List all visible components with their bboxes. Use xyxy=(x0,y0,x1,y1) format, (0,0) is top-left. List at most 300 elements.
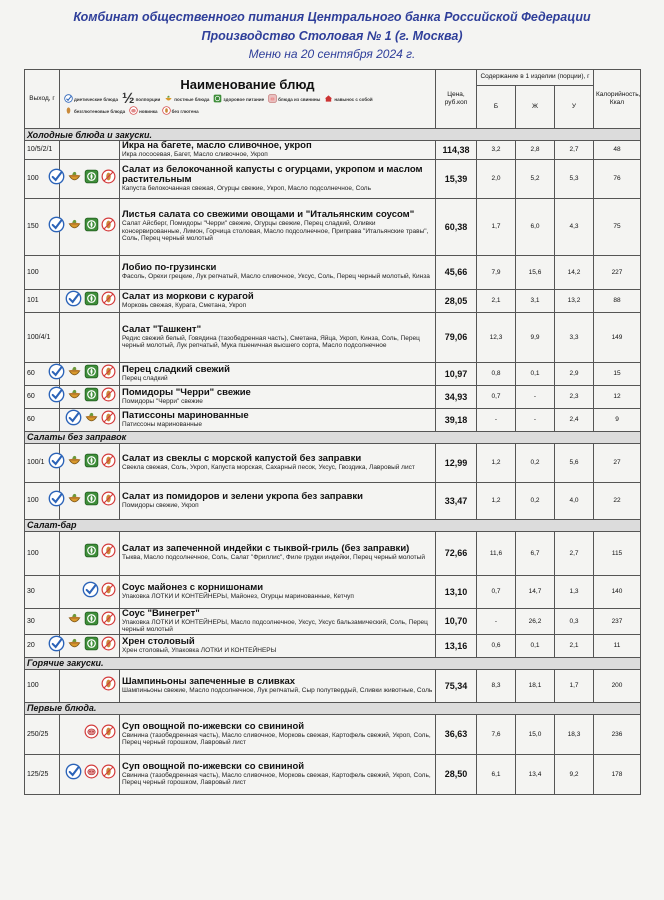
dish-icon-group xyxy=(60,452,119,474)
dish-yield: 20 xyxy=(25,634,60,657)
dish-row xyxy=(25,634,641,657)
dish-icons xyxy=(60,141,120,160)
eco-icon xyxy=(84,453,99,473)
dish-name: Салат из свеклы с морской капустой без заправки xyxy=(122,452,362,464)
dish-carbs: 5,6 xyxy=(555,443,594,482)
dish-name: Суп овощной по-ижевски со свининой xyxy=(122,760,305,772)
dish-protein: 1,2 xyxy=(477,443,516,482)
dish-price: 75,34 xyxy=(436,669,477,702)
pig-icon xyxy=(268,94,277,104)
eco-icon xyxy=(84,169,99,189)
dish-name: Хрен столовый xyxy=(122,635,195,647)
dish-icon-group xyxy=(60,490,119,512)
dish-price: 60,38 xyxy=(436,198,477,255)
dish-ingredients: Перец сладкий xyxy=(122,374,168,382)
dish-row xyxy=(25,312,641,362)
dish-icons xyxy=(60,608,120,634)
dish-row xyxy=(25,408,641,431)
icon-legend xyxy=(64,90,431,116)
dish-ingredients: Свинина (тазобедренная часть), Масло сливочное, Морковь свежая, Картофель свежий, Укроп, Соль, Перец черный горошком, Лавровый лист xyxy=(122,771,431,786)
dish-fat: 14,7 xyxy=(516,575,555,608)
dish-carbs: 1,7 xyxy=(555,669,594,702)
section-row xyxy=(25,657,641,669)
dish-ingredients: Фасоль, Орехи грецкие, Лук репчатый, Масло сливочное, Уксус, Соль, Перец черный молотый, Кинза xyxy=(122,273,430,281)
dish-ingredients: Тыква, Масло подсолнечное, Соль, Салат "Фриллис", Филе грудки индейки, Перец черный молотый xyxy=(122,554,425,562)
dish-kcal: 178 xyxy=(594,754,641,794)
dish-name: Соус майонез с корнишонами xyxy=(122,581,264,593)
dish-carbs: 2,4 xyxy=(555,408,594,431)
dish-yield: 10/5/2/1 xyxy=(25,141,60,160)
bowl-icon xyxy=(67,453,82,473)
dish-protein: - xyxy=(477,608,516,634)
dish-cell xyxy=(120,575,436,608)
legend-item xyxy=(213,94,264,104)
dish-name: Лобио по-грузински xyxy=(122,262,217,274)
dish-carbs: 13,2 xyxy=(555,289,594,312)
dish-carbs: 18,3 xyxy=(555,714,594,754)
dish-carbs: 0,3 xyxy=(555,608,594,634)
dish-price: 12,99 xyxy=(436,443,477,482)
dish-kcal: 115 xyxy=(594,531,641,575)
dish-name: Суп овощной по-ижевски со свининой xyxy=(122,720,305,732)
dish-icon-group xyxy=(60,290,119,312)
col-b-header: Б xyxy=(477,85,516,128)
eco-icon xyxy=(213,94,222,104)
dish-price: 13,10 xyxy=(436,575,477,608)
dish-carbs: 2,7 xyxy=(555,141,594,160)
dish-fat: 5,2 xyxy=(516,159,555,198)
col-price-header: Цена, руб.коп xyxy=(436,70,477,129)
dish-icon-group xyxy=(60,363,119,385)
org-title: Комбинат общественного питания Центрального банка Российской Федерации xyxy=(73,10,591,24)
bowl-icon xyxy=(164,94,173,104)
dish-kcal: 27 xyxy=(594,443,641,482)
check-icon xyxy=(48,635,65,657)
dish-fat: - xyxy=(516,385,555,408)
canteen-title: Производство Столовая № 1 (г. Москва) xyxy=(201,29,463,43)
col-yield-header: Выход, г xyxy=(25,70,60,129)
eco-icon xyxy=(84,217,99,237)
bread-icon xyxy=(101,410,116,430)
dish-cell xyxy=(120,255,436,289)
dish-carbs: 3,3 xyxy=(555,312,594,362)
dish-row xyxy=(25,669,641,702)
bread-icon xyxy=(101,582,116,602)
dish-protein: 0,8 xyxy=(477,362,516,385)
dish-protein: 3,2 xyxy=(477,141,516,160)
section-row xyxy=(25,129,641,141)
menu-date: Меню на 20 сентября 2024 г. xyxy=(248,47,416,61)
legend-label: без глютена xyxy=(171,108,199,114)
dish-kcal: 22 xyxy=(594,482,641,519)
eco-icon xyxy=(84,364,99,384)
dish-protein: 1,2 xyxy=(477,482,516,519)
dish-yield: 100 xyxy=(25,531,60,575)
dish-carbs: 2,9 xyxy=(555,362,594,385)
dish-fat: 3,1 xyxy=(516,289,555,312)
check-icon xyxy=(48,452,65,474)
dish-fat: 18,1 xyxy=(516,669,555,702)
legend-label: здоровое питание xyxy=(223,96,265,102)
bowl-icon xyxy=(67,387,82,407)
dish-ingredients: Шампиньоны свежие, Масло подсолнечное, Лук репчатый, Сыр полутвердый, Сливки животные, Соль xyxy=(122,686,433,694)
dish-icons xyxy=(60,312,120,362)
check-icon xyxy=(65,290,82,312)
dish-ingredients: Морковь свежая, Курага, Сметана, Укроп xyxy=(122,301,247,309)
dish-icon-group xyxy=(60,386,119,408)
dish-yield: 100 xyxy=(25,255,60,289)
dish-carbs: 2,7 xyxy=(555,531,594,575)
dish-cell xyxy=(120,289,436,312)
dish-name: Салат из запеченной индейки с тыквой-гриль (без заправки) xyxy=(122,543,410,555)
dish-name: Салат из белокочанной капусты с огурцами, укропом и маслом растительным xyxy=(122,163,423,185)
dish-icons xyxy=(60,198,120,255)
dish-name: Перец сладкий свежий xyxy=(122,363,230,375)
dish-icon-group xyxy=(60,581,119,603)
dish-price: 10,97 xyxy=(436,362,477,385)
dish-carbs: 9,2 xyxy=(555,754,594,794)
bread-icon xyxy=(101,217,116,237)
dish-ingredients: Свинина (тазобедренная часть), Масло сливочное, Морковь свежая, Картофель свежий, Укроп, Соль, Перец черный горошком, Лавровый лист xyxy=(122,731,431,746)
bread-icon xyxy=(101,543,116,563)
eco-icon xyxy=(84,543,99,563)
bread-icon xyxy=(101,491,116,511)
dish-kcal: 15 xyxy=(594,362,641,385)
dish-kcal: 227 xyxy=(594,255,641,289)
house-icon xyxy=(324,94,333,104)
legend-label: постные блюда xyxy=(174,96,210,102)
dish-price: 114,38 xyxy=(436,141,477,160)
section-title: Салат-бар xyxy=(25,519,641,531)
dish-row xyxy=(25,608,641,634)
dish-protein: 0,6 xyxy=(477,634,516,657)
dish-price: 72,66 xyxy=(436,531,477,575)
dish-carbs: 4,3 xyxy=(555,198,594,255)
section-title: Холодные блюда и закуски. xyxy=(25,129,641,141)
dish-carbs: 4,0 xyxy=(555,482,594,519)
col-zh-header: Ж xyxy=(516,85,555,128)
dish-name: Патиссоны маринованные xyxy=(122,409,249,421)
legend-item xyxy=(268,94,320,104)
dish-carbs: 2,3 xyxy=(555,385,594,408)
dish-icons xyxy=(60,289,120,312)
dish-row xyxy=(25,198,641,255)
dish-yield: 100 xyxy=(25,159,60,198)
bread-icon xyxy=(101,364,116,384)
dish-kcal: 11 xyxy=(594,634,641,657)
dish-fat: 2,8 xyxy=(516,141,555,160)
dish-fat: 0,2 xyxy=(516,482,555,519)
dish-cell xyxy=(120,385,436,408)
legend-label: безглютеновые блюда xyxy=(74,108,126,114)
dish-yield: 125/25 xyxy=(25,754,60,794)
dish-icon-group xyxy=(60,676,119,696)
dish-icon-group xyxy=(60,216,119,238)
dish-kcal: 9 xyxy=(594,408,641,431)
dish-ingredients: Салат Айсберг, Помидоры "Черри" свежие, Огурцы свежие, Перец сладкий, Оливки консервированные, Лимон, Горчица столовая, Масло подсолнечное, Приправа "Итальянские травы", Соль, Перец черный молотый xyxy=(122,220,429,243)
dish-name: Помидоры "Черри" свежие xyxy=(122,386,251,398)
dish-price: 36,63 xyxy=(436,714,477,754)
dish-ingredients: Свекла свежая, Соль, Укроп, Капуста морская, Сахарный песок, Уксус, Гвоздика, Лавровый лист xyxy=(122,463,415,471)
dish-row xyxy=(25,385,641,408)
dish-protein: 11,6 xyxy=(477,531,516,575)
legend-label: диетические блюда xyxy=(74,96,119,102)
check-icon xyxy=(65,763,82,785)
dish-yield: 30 xyxy=(25,608,60,634)
dish-yield: 100 xyxy=(25,669,60,702)
dish-fat: 15,0 xyxy=(516,714,555,754)
dish-cell xyxy=(120,482,436,519)
menu-table xyxy=(24,69,641,795)
eco-icon xyxy=(84,291,99,311)
dish-icon-group xyxy=(60,168,119,190)
dish-name: Соус "Винегрет" xyxy=(122,607,200,619)
dish-fat: 6,7 xyxy=(516,531,555,575)
check-icon xyxy=(48,490,65,512)
section-row xyxy=(25,431,641,443)
section-title: Салаты без заправок xyxy=(25,431,641,443)
legend-item xyxy=(122,90,161,107)
bread-icon xyxy=(101,611,116,631)
legend-label: полпорции xyxy=(135,96,161,102)
bread-icon xyxy=(101,676,116,696)
bowl-icon xyxy=(67,636,82,656)
bread-icon xyxy=(101,169,116,189)
dish-row xyxy=(25,141,641,160)
dish-ingredients: Патиссоны маринованные xyxy=(122,420,203,428)
dish-ingredients: Капуста белокочанная свежая, Огурцы свежие, Укроп, Масло подсолнечное, Соль xyxy=(122,184,371,192)
dish-protein: 2,1 xyxy=(477,289,516,312)
dish-icons xyxy=(60,443,120,482)
meat-icon xyxy=(129,106,138,116)
check-icon xyxy=(48,386,65,408)
dish-row xyxy=(25,531,641,575)
check-icon xyxy=(82,581,99,603)
dish-price: 39,18 xyxy=(436,408,477,431)
dish-fat: - xyxy=(516,408,555,431)
dish-ingredients: Помидоры "Черри" свежие xyxy=(122,397,203,405)
dish-ingredients: Икра лососевая, Багет, Масло сливочное, Укроп xyxy=(122,151,268,158)
bowl-icon xyxy=(67,491,82,511)
dish-kcal: 237 xyxy=(594,608,641,634)
bread-icon xyxy=(101,724,116,744)
dish-kcal: 76 xyxy=(594,159,641,198)
legend-item xyxy=(129,106,157,116)
eco-icon xyxy=(84,491,99,511)
dish-kcal: 200 xyxy=(594,669,641,702)
dish-price: 15,39 xyxy=(436,159,477,198)
dish-icon-group xyxy=(60,543,119,563)
dish-row xyxy=(25,255,641,289)
bread-icon xyxy=(101,636,116,656)
dish-price: 28,50 xyxy=(436,754,477,794)
eco-icon xyxy=(84,636,99,656)
dish-yield: 60 xyxy=(25,385,60,408)
meat-icon xyxy=(84,764,99,784)
dish-ingredients: Упаковка ЛОТКИ И КОНТЕЙНЕРЫ, Масло подсолнечное, Уксус, Уксус бальзамический, Соль, Перец черный молотый xyxy=(122,618,428,633)
bowl-icon xyxy=(67,611,82,631)
dish-yield: 30 xyxy=(25,575,60,608)
dish-protein: - xyxy=(477,408,516,431)
dish-row xyxy=(25,575,641,608)
dish-yield: 101 xyxy=(25,289,60,312)
dish-yield: 100/4/1 xyxy=(25,312,60,362)
dish-cell xyxy=(120,198,436,255)
meat-icon xyxy=(84,724,99,744)
dish-cell xyxy=(120,531,436,575)
dish-protein: 2,0 xyxy=(477,159,516,198)
dish-cell xyxy=(120,312,436,362)
dish-kcal: 140 xyxy=(594,575,641,608)
col-content-header: Содержание в 1 изделии (порции), г xyxy=(477,70,594,86)
dish-fat: 0,2 xyxy=(516,443,555,482)
dish-cell xyxy=(120,714,436,754)
section-title: Первые блюда. xyxy=(25,702,641,714)
name-header-title: Наименование блюд xyxy=(180,77,315,92)
check-icon xyxy=(48,168,65,190)
bread-icon xyxy=(101,453,116,473)
dish-icons xyxy=(60,482,120,519)
dish-name: Салат "Ташкент" xyxy=(122,323,202,335)
dish-price: 33,47 xyxy=(436,482,477,519)
dish-ingredients: Хрен столовый, Упаковка ЛОТКИ И КОНТЕЙНЕРЫ xyxy=(122,646,277,654)
dish-cell xyxy=(120,141,436,160)
dish-protein: 6,1 xyxy=(477,754,516,794)
legend-label: новинка xyxy=(139,108,158,114)
col-kcal-header: Калорийность, Ккал xyxy=(594,70,641,129)
dish-yield: 250/25 xyxy=(25,714,60,754)
dish-row xyxy=(25,289,641,312)
dish-ingredients: Помидоры свежие, Укроп xyxy=(122,501,199,509)
dish-yield: 150 xyxy=(25,198,60,255)
col-name-header xyxy=(60,70,436,129)
dish-icons xyxy=(60,669,120,702)
dish-icon-group xyxy=(60,611,119,631)
dish-price: 79,06 xyxy=(436,312,477,362)
dish-row xyxy=(25,362,641,385)
legend-label: блюда из свинины xyxy=(278,96,321,102)
legend-item xyxy=(162,106,199,116)
dish-icons xyxy=(60,634,120,657)
dish-kcal: 236 xyxy=(594,714,641,754)
dish-protein: 8,3 xyxy=(477,669,516,702)
dish-cell xyxy=(120,669,436,702)
dish-row xyxy=(25,159,641,198)
dish-name: Салат из моркови с курагой xyxy=(122,290,254,302)
dish-icons xyxy=(60,408,120,431)
section-title: Горячие закуски. xyxy=(25,657,641,669)
eco-icon xyxy=(84,611,99,631)
dish-icons xyxy=(60,754,120,794)
dish-protein: 12,3 xyxy=(477,312,516,362)
dish-fat: 15,6 xyxy=(516,255,555,289)
col-u-header: У xyxy=(555,85,594,128)
dish-name: Шампиньоны запеченные в сливках xyxy=(122,675,296,687)
dish-fat: 9,9 xyxy=(516,312,555,362)
dish-yield: 100 xyxy=(25,482,60,519)
dish-icons xyxy=(60,575,120,608)
dish-cell xyxy=(120,159,436,198)
legend-item xyxy=(324,94,372,104)
section-row xyxy=(25,702,641,714)
dish-kcal: 48 xyxy=(594,141,641,160)
menu-body xyxy=(25,129,641,795)
dish-fat: 26,2 xyxy=(516,608,555,634)
dish-price: 10,70 xyxy=(436,608,477,634)
dish-yield: 100/1 xyxy=(25,443,60,482)
dish-kcal: 75 xyxy=(594,198,641,255)
dish-ingredients: Редис свежий белый, Говядина (тазобедренная часть), Сметана, Яйца, Укроп, Кинза, Соль, Перец черный молотый, Лук репчатый, Мука пшеничная высшего сорта, Масло подсолнечное xyxy=(122,334,420,349)
half-portion-icon: ½ xyxy=(122,90,135,107)
dish-fat: 0,1 xyxy=(516,362,555,385)
bowl-icon xyxy=(67,169,82,189)
dish-icons xyxy=(60,385,120,408)
dish-protein: 0,7 xyxy=(477,385,516,408)
dish-icon-group xyxy=(60,763,119,785)
legend-item xyxy=(64,94,118,104)
dish-ingredients: Упаковка ЛОТКИ И КОНТЕЙНЕРЫ, Майонез, Огурцы маринованные, Кетчуп xyxy=(122,592,354,600)
dish-yield: 60 xyxy=(25,362,60,385)
eco-icon xyxy=(84,387,99,407)
dish-fat: 0,1 xyxy=(516,634,555,657)
check-icon xyxy=(48,216,65,238)
dish-protein: 1,7 xyxy=(477,198,516,255)
bread-icon xyxy=(101,387,116,407)
dish-cell xyxy=(120,362,436,385)
dish-row xyxy=(25,443,641,482)
dish-row xyxy=(25,714,641,754)
bowl-icon xyxy=(84,410,99,430)
dish-icons xyxy=(60,714,120,754)
dish-kcal: 149 xyxy=(594,312,641,362)
dish-cell xyxy=(120,408,436,431)
check-icon xyxy=(65,409,82,431)
dish-name: Салат из помидоров и зелени укропа без заправки xyxy=(122,490,364,502)
dish-cell xyxy=(120,443,436,482)
dish-icons xyxy=(60,531,120,575)
check-icon xyxy=(64,94,73,104)
dish-icons xyxy=(60,159,120,198)
dish-row xyxy=(25,482,641,519)
dish-fat: 6,0 xyxy=(516,198,555,255)
dish-icons xyxy=(60,362,120,385)
dish-name: Икра на багете, масло сливочное, укроп xyxy=(122,140,312,151)
dish-price: 34,93 xyxy=(436,385,477,408)
dish-carbs: 14,2 xyxy=(555,255,594,289)
dish-icon-group xyxy=(60,409,119,431)
dish-cell xyxy=(120,608,436,634)
dish-protein: 7,6 xyxy=(477,714,516,754)
dish-icons xyxy=(60,255,120,289)
legend-item xyxy=(164,94,209,104)
bread-icon xyxy=(101,291,116,311)
bread-icon xyxy=(101,764,116,784)
dish-yield: 60 xyxy=(25,408,60,431)
dish-price: 13,16 xyxy=(436,634,477,657)
bread-circle-icon xyxy=(162,106,171,116)
legend-label: навынос с собой xyxy=(334,96,373,102)
legend-item xyxy=(64,106,125,116)
dish-cell xyxy=(120,634,436,657)
dish-protein: 0,7 xyxy=(477,575,516,608)
dish-row xyxy=(25,754,641,794)
bowl-icon xyxy=(67,217,82,237)
bread-icon xyxy=(64,106,73,116)
dish-protein: 7,9 xyxy=(477,255,516,289)
dish-price: 28,05 xyxy=(436,289,477,312)
dish-kcal: 88 xyxy=(594,289,641,312)
section-row xyxy=(25,519,641,531)
